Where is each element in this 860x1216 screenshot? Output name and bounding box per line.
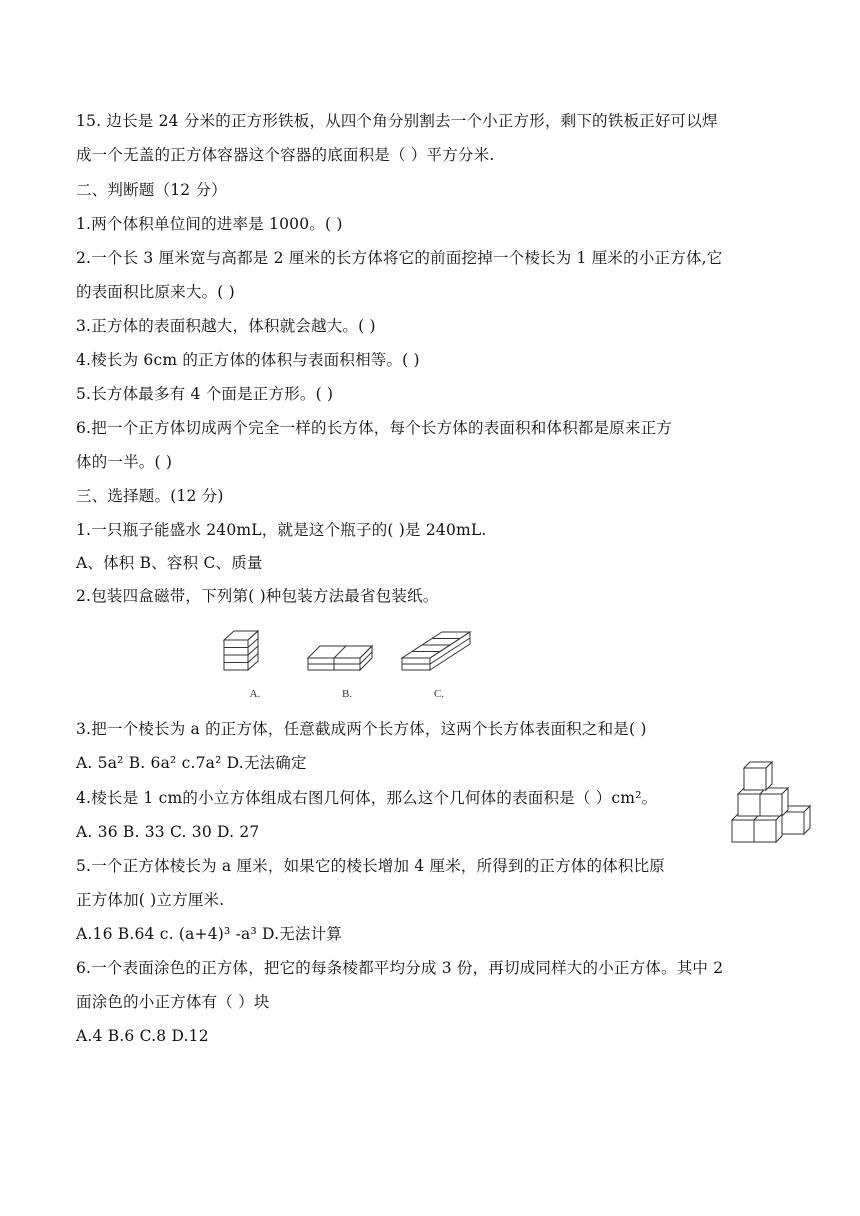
choice-5-options: A.16 B.64 c. (a+4)³ -a³ D.无法计算 [76,925,343,943]
choice-6-line-1: 6.一个表面涂色的正方体，把它的每条棱都平均分成 3 份，再切成同样大的小正方体。其中 2 [76,959,724,977]
section-judgement-heading: 二、判断题（12 分） [76,181,227,199]
option-a-label: A. [249,688,261,700]
question-15-line-1: 15. 边长是 24 分米的正方形铁板，从四个角分别割去一个小正方形，剩下的铁板正好可以焊 [76,112,718,130]
judgement-2-line-2: 的表面积比原来大。( ) [76,283,235,301]
stacked-boxes-b-icon [302,628,392,680]
option-c-label: C. [433,688,445,700]
question-15-line-2: 成一个无盖的正方体容器这个容器的底面积是（ ）平方分米. [76,146,495,164]
option-b-figure [302,628,392,700]
cube-stack-figure [728,760,812,846]
judgement-5: 5.长方体最多有 4 个面是正方形。( ) [76,385,334,403]
choice-5-line-2: 正方体加( )立方厘米. [76,891,225,909]
choice-6-line-2: 面涂色的小正方体有（ ）块 [76,993,270,1011]
choice-3: 3.把一个棱长为 a 的正方体，任意截成两个长方体，这两个长方体表面积之和是( ) [76,720,647,738]
choice-2: 2.包装四盒磁带，下列第( )种包装方法最省包装纸。 [76,587,439,605]
choice-4-options: A. 36 B. 33 C. 30 D. 27 [76,823,260,841]
option-b-label: B. [341,688,353,700]
choice-5-line-1: 5.一个正方体棱长为 a 厘米，如果它的棱长增加 4 厘米，所得到的正方体的体积比原 [76,857,666,875]
judgement-6-line-1: 6.把一个正方体切成两个完全一样的长方体，每个长方体的表面积和体积都是原来正方 [76,419,673,437]
cube-stack-icon [728,760,812,846]
judgement-1: 1.两个体积单位间的进率是 1000。( ) [76,215,343,233]
judgement-2-line-1: 2.一个长 3 厘米宽与高都是 2 厘米的长方体将它的前面挖掉一个棱长为 1 厘米的小正方体,它 [76,249,723,267]
choice-1-options: A、体积 B、容积 C、质量 [76,554,263,572]
option-a-figure [210,628,300,700]
option-c-figure [394,628,484,700]
stacked-boxes-a-icon [210,628,300,680]
judgement-6-line-2: 体的一半。( ) [76,453,173,471]
choice-4: 4.棱长是 1 cm的小立方体组成右图几何体，那么这个几何体的表面积是（ ）cm²。 [76,789,658,807]
judgement-3: 3.正方体的表面积越大，体积就会越大。( ) [76,317,376,335]
stacked-boxes-c-icon [394,628,484,680]
choice-6-options: A.4 B.6 C.8 D.12 [76,1027,209,1045]
packaging-figures [210,628,490,700]
judgement-4: 4.棱长为 6cm 的正方体的体积与表面积相等。( ) [76,351,420,369]
choice-3-options: A. 5a² B. 6a² c.7a² D.无法确定 [76,754,307,772]
choice-1: 1.一只瓶子能盛水 240mL，就是这个瓶子的( )是 240mL. [76,521,487,539]
section-choice-heading: 三、选择题。(12 分) [76,487,224,505]
